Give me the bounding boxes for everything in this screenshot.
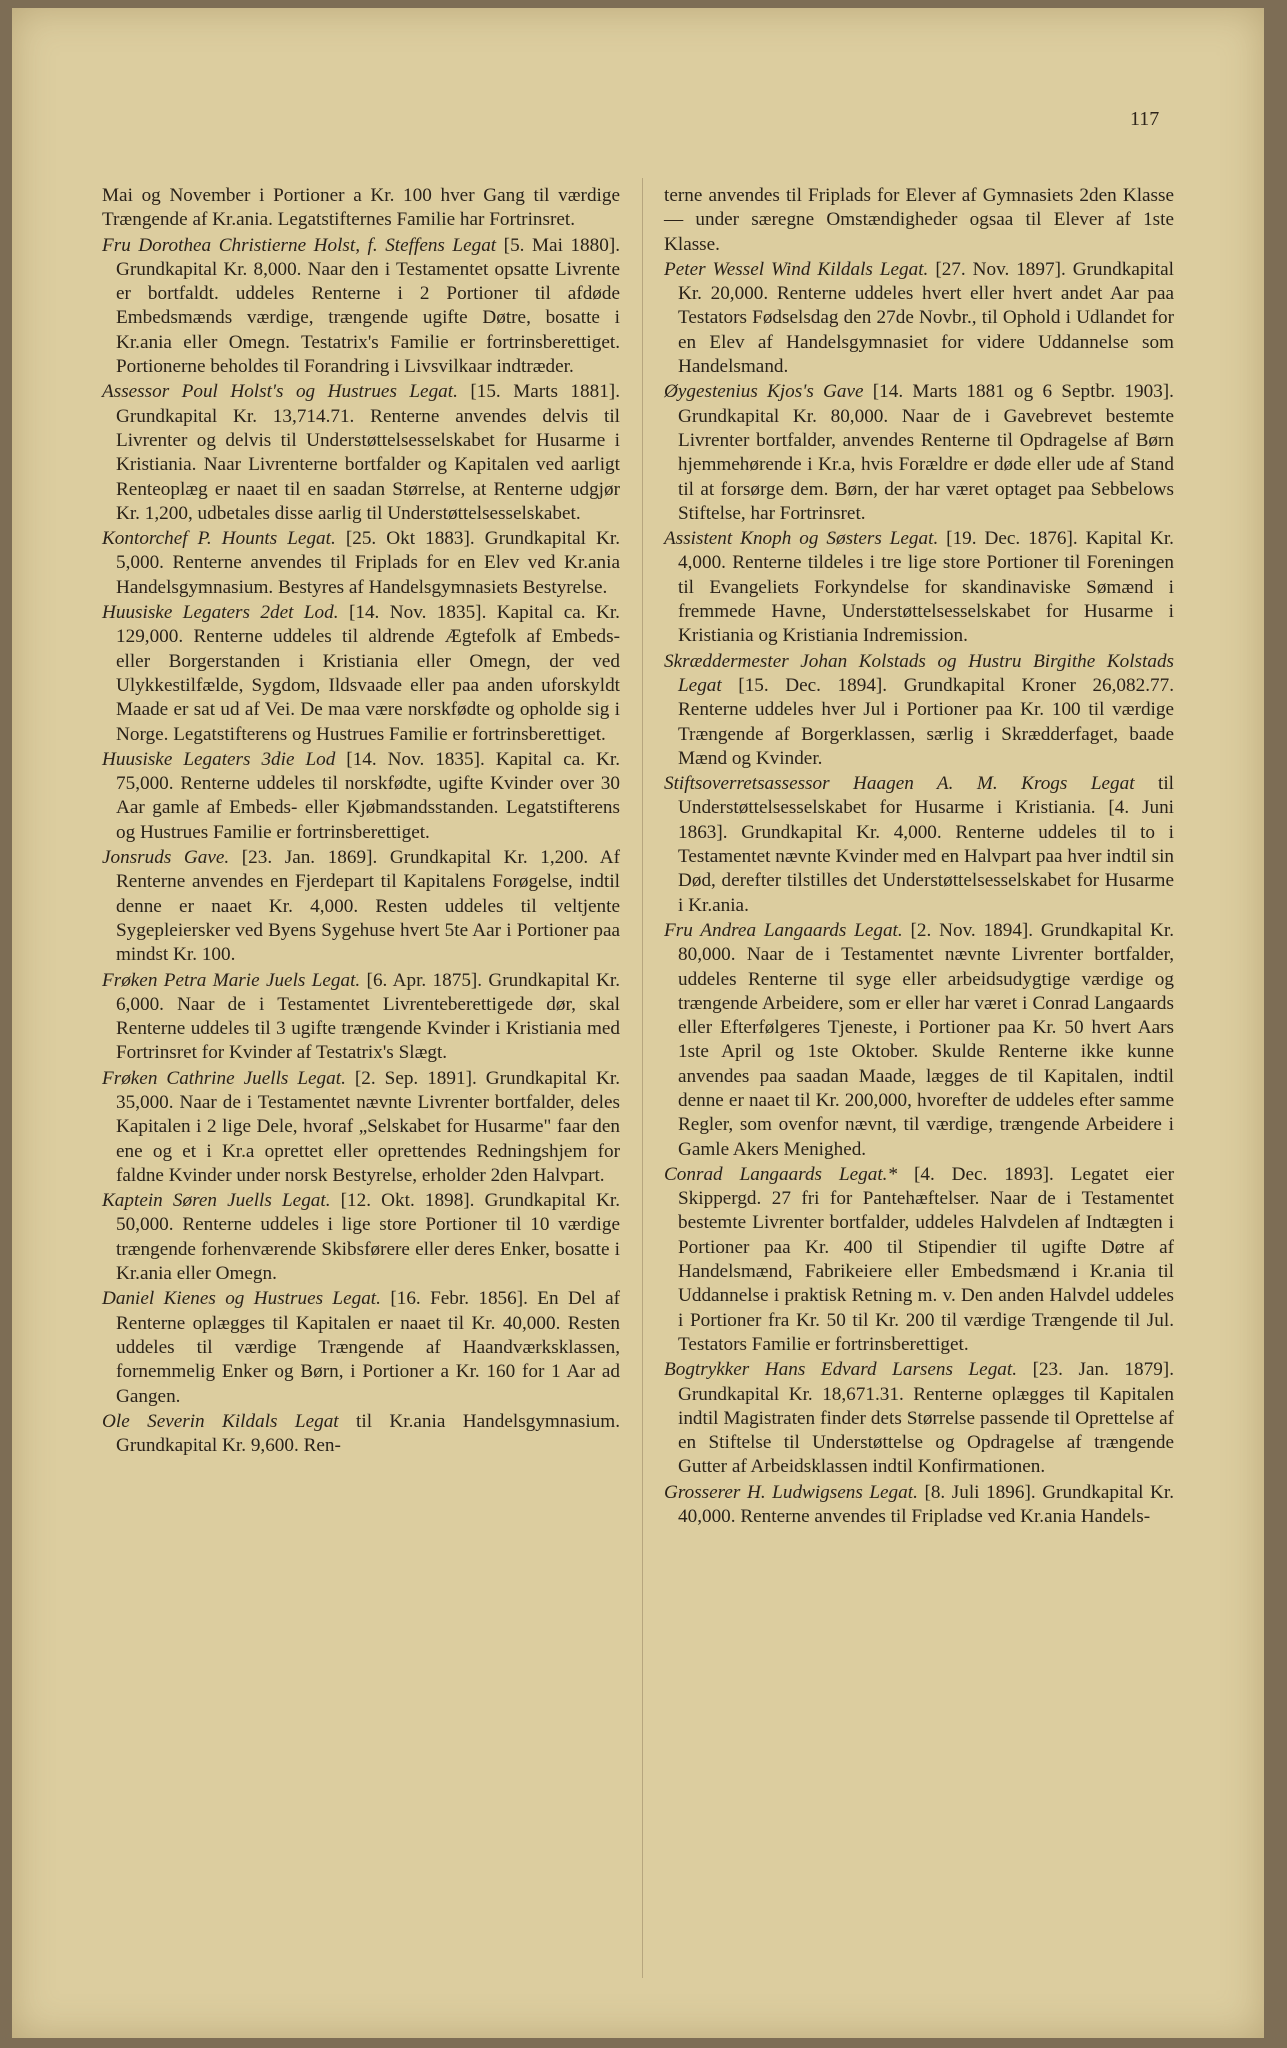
legat-entry (664, 184, 1174, 257)
legat-entry (102, 1067, 620, 1188)
legat-entry (664, 1163, 1174, 1357)
legat-text: [8. Juli 1896]. Grundkapital Kr. 40,000. Renterne anvendes til Fripladse ved Kr.ania Handels- (678, 1481, 1174, 1528)
legat-text: [6. Apr. 1875]. Grundkapital Kr. 6,000. Naar de i Testamentet Livrenteberettigede dør, skal Renterne uddeles til 3 ugifte trængende Kvinder i Kristiania med Fortrinsret for Kvinder af Testatrix's Slægt. (116, 969, 620, 1064)
legat-text: [19. Dec. 1876]. Kapital Kr. 4,000. Renterne tildeles i tre lige store Portioner til Foreningen til Evangeliets Forkyndelse for skandinaviske Sømænd i fremmede Havne, Understøttelsesselskabet for Husarme i Kristiania og Kristiania Indremission. (678, 528, 1174, 647)
legat-title: Peter Wessel Wind Kildals Legat. (664, 258, 929, 280)
legat-text: [4. Dec. 1893]. Legatet eier Skippergd. 27 fri for Pantehæftelser. Naar de i Testamentet bestemte Livrenter bortfalder, uddeles Halvdelen af Indtægten i Portioner paa Kr. 400 til Stipendier til ugifte Døtre af Handelsmænd, Fabrikeiere eller Embedsmænd i Kr.ania til Uddannelse i praktisk Retning m. v. Den anden Halvdel uddeles i Portioner fra Kr. 50 til Kr. 200 til værdige Trængende til Jul. Testators Familie er fortrinsberettiget. (678, 1163, 1174, 1355)
legat-title: Stiftsoverretsassessor Haagen A. M. Krogs Legat (664, 773, 1135, 795)
legat-text: [27. Nov. 1897]. Grundkapital Kr. 20,000. Renterne uddeles hvert eller hvert andet Aar paa Testators Fødselsdag den 27de Novbr., til Ophold i Udlandet for en Elev af Handelsgymnasiet for videre Uddannelse som Handelsmand. (678, 258, 1174, 378)
legat-title: Fru Dorothea Christierne Holst, f. Steffens Legat (102, 234, 497, 256)
legat-text: [5. Mai 1880]. Grundkapital Kr. 8,000. Naar den i Testamentet opsatte Livrente er bortfaldt. uddeles Renterne i 2 Portioner til afdøde Embedsmænds værdige, trængende ugifte Døtre, bosatte i Kr.ania eller Omegn. Testatrix's Familie er fortrinsberettiget. Portionerne beholdes til Forandring i Livsvilkaar indtræder. (116, 234, 620, 378)
right-column (664, 184, 1174, 1530)
legat-title: Skræddermester Johan Kolstads og Hustru Birgithe Kolstads Legat (664, 650, 1174, 696)
legat-entry (102, 234, 620, 380)
legat-title: Grosserer H. Ludwigsens Legat. (664, 1481, 918, 1503)
document-page (12, 8, 1264, 2038)
legat-title: Conrad Langaards Legat.* (664, 1163, 898, 1185)
legat-entry (664, 650, 1174, 771)
legat-text: [14. Nov. 1835]. Kapital ca. Kr. 129,000. Renterne uddeles til aldrende Ægtefolk af Embeds- eller Borgerstanden i Kristiania eller Omegn, der ved Ulykkestilfælde, Sygdom, Ildsvaade eller paa anden uforskyldt Maade er sat ud af Vei. De maa være norskfødte og opholde sig i Norge. Legatstifterens og Hustrues Familie er fortrinsberettiget. (116, 602, 620, 745)
legat-text: [15. Marts 1881]. Grundkapital Kr. 13,714.71. Renterne anvendes delvis til Livrenter og delvis til Understøttelsesselskabet for Husarme i Kristiania. Naar Livrenterne bortfalder og Kapitalen ved aarligt Renteoplæg er naaet til en saadan Størrelse, at Renterne udgjør Kr. 1,200, udbetales disse aarlig til Understøttelsesselskabet. (116, 381, 620, 524)
legat-text: Mai og November i Portioner a Kr. 100 hver Gang til værdige Trængende af Kr.ania. Legatstifternes Familie har Fortrinsret. (102, 185, 620, 231)
legat-text: [2. Sep. 1891]. Grundkapital Kr. 35,000. Naar de i Testamentet nævnte Livrenter bortfalder, deles Kapitalen i 2 lige Dele, hvoraf „Selskabet for Husarme" faar den ene og et i Kr.a oprettet eller oprettendes Redningshjem for faldne Kvinder under norsk Bestyrelse, erholder 2den Halvpart. (116, 1067, 620, 1186)
legat-text: [16. Febr. 1856]. En Del af Renterne oplægges til Kapitalen er naaet til Kr. 40,000. Resten uddeles til værdige Trængende af Haandværksklassen, fornemmelig Enker og Børn, i Portioner a Kr. 160 for 1 Aar ad Gangen. (116, 1288, 620, 1407)
legat-text: [12. Okt. 1898]. Grundkapital Kr. 50,000. Renterne uddeles i lige store Portioner til 10 værdige trængende forhenværende Skibsførere eller deres Enker, bosatte i Kr.ania eller Omegn. (116, 1190, 620, 1285)
legat-title: Bogtrykker Hans Edvard Larsens Legat. (664, 1359, 1018, 1381)
legat-title: Ole Severin Kildals Legat (102, 1410, 339, 1432)
legat-entry (664, 380, 1174, 526)
legat-entry (102, 1410, 620, 1459)
legat-text: [2. Nov. 1894]. Grundkapital Kr. 80,000. Naar de i Testamentet nævnte Livrenter bortfalder, uddeles Renterne til syge eller arbeidsudygtige værdige og trængende Arbeidere, som er eller har været i Conrad Langaards eller Efterfølgeres Tjeneste, i Portioner paa Kr. 50 hvert Aars 1ste April og 1ste Oktober. Skulde Renterne ikke kunne anvendes paa saadan Maade, lægges de til Kapitalen, indtil denne er naaet til Kr. 200,000, hvorefter de uddeles efter samme Regler, som ovenfor nævnt, til værdige, trængende Arbeidere i Gamle Akers Menighed. (678, 919, 1174, 1160)
legat-entry (664, 258, 1174, 379)
legat-entry (102, 527, 620, 600)
legat-entry (102, 380, 620, 526)
legat-entry (102, 184, 620, 233)
legat-title: Frøken Petra Marie Juels Legat. (102, 969, 361, 991)
legat-entry (664, 1481, 1174, 1530)
legat-text: [25. Okt 1883]. Grundkapital Kr. 5,000. Renterne anvendes til Friplads for en Elev ved Kr.ania Handelsgymnasium. Bestyres af Handelsgymnasiets Bestyrelse. (116, 528, 620, 598)
legat-text: [14. Marts 1881 og 6 Septbr. 1903]. Grundkapital Kr. 80,000. Naar de i Gavebrevet bestemte Livrenter bortfalder, anvendes Renterne til Opdragelse af Børn hjemmehørende i Kr.a, hvis Forældre er døde eller ude af Stand til at forsørge dem. Børn, der har været optaget paa Sebbelows Stiftelse, har Fortrinsret. (678, 381, 1174, 524)
legat-title: Øygestenius Kjos's Gave (664, 381, 864, 403)
legat-text: til Kr.ania Handelsgymnasium. Grundkapital Kr. 9,600. Ren- (116, 1410, 620, 1457)
page-number: 117 (1130, 108, 1160, 130)
column-divider (642, 178, 643, 1978)
legat-entry (664, 772, 1174, 918)
left-column (102, 184, 620, 1459)
legat-title: Kaptein Søren Juells Legat. (102, 1190, 331, 1212)
legat-title: Huusiske Legaters 2det Lod. (102, 602, 339, 624)
legat-title: Jonsruds Gave. (102, 847, 230, 869)
legat-entry (102, 748, 620, 845)
legat-entry (102, 969, 620, 1066)
legat-entry (664, 527, 1174, 648)
legat-title: Fru Andrea Langaards Legat. (664, 919, 903, 941)
legat-title: Daniel Kienes og Hustrues Legat. (102, 1288, 381, 1310)
legat-entry (102, 1287, 620, 1408)
legat-text: [23. Jan. 1869]. Grundkapital Kr. 1,200. Af Renterne anvendes en Fjerdepart til Kapitalens Forøgelse, indtil denne er naaet Kr. 4,000. Resten uddeles til veltjente Sygepleiersker ved Byens Sygehuse hvert 5te Aar i Portioner paa mindst Kr. 100. (116, 847, 620, 966)
legat-title: Frøken Cathrine Juells Legat. (102, 1067, 346, 1089)
legat-entry (664, 1358, 1174, 1479)
legat-text: [15. Dec. 1894]. Grundkapital Kroner 26,082.77. Renterne uddeles hver Jul i Portioner paa Kr. 100 til værdige Trængende af Borgerklassen, særlig i Skrædderfaget, baade Mænd og Kvinder. (678, 674, 1174, 769)
legat-text: til Understøttelsesselskabet for Husarme i Kristiania. [4. Juni 1863]. Grundkapital Kr. 4,000. Renterne uddeles til to i Testamentet nævnte Kvinder med en Halvpart paa hver indtil sin Død, derefter tilstilles det Understøttelsesselskabet for Husarme i Kr.ania. (678, 773, 1174, 916)
legat-text: [23. Jan. 1879]. Grundkapital Kr. 18,671.31. Renterne oplægges til Kapitalen indtil Magistraten finder dets Størrelse passende til Oprettelse af en Stiftelse til Understøttelse og Opdragelse af trængende Gutter af Arbeidsklassen indtil Konfirmationen. (678, 1359, 1174, 1478)
legat-text: [14. Nov. 1835]. Kapital ca. Kr. 75,000. Renterne uddeles til norskfødte, ugifte Kvinder over 30 Aar gamle af Embeds- eller Kjøbmandsstanden. Legatstifterens og Hustrues Familie er fortrinsberettiget. (116, 748, 620, 843)
legat-entry (664, 919, 1174, 1162)
legat-entry (102, 601, 620, 747)
legat-title: Kontorchef P. Hounts Legat. (102, 528, 336, 550)
legat-title: Assessor Poul Holst's og Hustrues Legat. (102, 381, 458, 403)
legat-title: Assistent Knoph og Søsters Legat. (664, 528, 939, 550)
legat-title: Huusiske Legaters 3die Lod (102, 748, 336, 770)
legat-entry (102, 1189, 620, 1286)
legat-text: terne anvendes til Friplads for Elever af Gymnasiets 2den Klasse — under særegne Omstændigheder ogsaa til Elever af 1ste Klasse. (664, 185, 1174, 255)
legat-entry (102, 846, 620, 967)
